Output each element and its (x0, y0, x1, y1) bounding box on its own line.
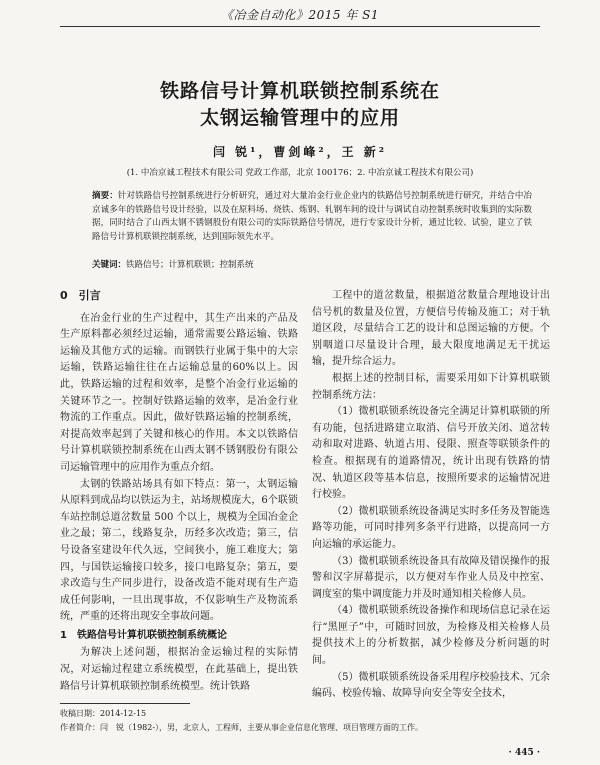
keywords-label: 关键词： (92, 260, 127, 270)
paper-title-line-1: 铁路信号计算机联锁控制系统在 (159, 80, 440, 102)
footnote-author-info: 作者简介：闫 锐（1982-），男，北京人，工程师，主要从事企业信息化管理、项目管理方面的工作。 (60, 723, 424, 732)
paper-title-line-2: 太钢运输管理中的应用 (199, 107, 400, 129)
header-rule (60, 26, 540, 27)
page-number: · 445 · (508, 748, 540, 758)
paragraph: 根据上述的控制目标，需要采用如下计算机联锁控制系统方法： (312, 372, 550, 401)
right-column (312, 288, 550, 703)
abstract-label: 摘要： (92, 191, 118, 201)
abstract-text: 针对铁路信号控制系统进行分析研究，通过对大量冶金行业企业内的铁路信号控制系统进行研究，并结合中冶京诚多年的铁路信号设计经验，以及在原料场、烧铁、炼钢、轧钢车间的设计与调试自动控制系统时收集到的实际数据，同时结合了山西太钢不锈钢股份有限公司的实际铁路信号情况，进行专家设计分析，通过比较、试验，建立了铁路信号计算机联锁控制系统，达到国际领先水平。 (92, 191, 532, 242)
keywords-text: 铁路信号；计算机联锁；控制系统 (126, 260, 254, 270)
authors: 闫 锐¹，曹剑峰²，王 新² (212, 145, 388, 159)
paragraph: 在冶金行业的生产过程中，其生产出来的产品及生产原料都必须经过运输，通常需要公路运输、铁路运输及其他方式的运输。而钢铁行业属于集中的大宗运输，铁路运输往往在占运输总量的60%以上。因此，铁路运输的过程和效率，是整个冶金行业运输的关键环节之一。控制好铁路运输的效率，是冶金行业物流的工作重点。因此，做好铁路运输的控制系统，对提高效率起到了关键和核心的作用。本文以铁路信号计算机联锁控制系统在山西太钢不锈钢股份有限公司运输管理中的应用作为重点介绍。 (60, 312, 298, 473)
paragraph: 为解决上述问题，根据冶金运输过程的实际情况，对运输过程建立系统模型，在此基础上，提出铁路信号计算机联锁控制系统模型。统计铁路 (60, 647, 298, 692)
journal-header: 《冶金自动化》2015 年 S1 (220, 8, 380, 22)
section-1-heading: 1 铁路信号计算机联锁控制系统概论 (60, 629, 227, 641)
keywords (92, 258, 532, 270)
paragraph: （4）微机联锁系统设备操作和现场信息记录在运行“黑匣子”中，可随时回放，为检修及相关检修人员提供技术上的分析数据，减少检修及分析问题的时间。 (312, 605, 550, 667)
paragraph: （3）微机联锁系统设备具有故障及错误操作的报警和汉字屏幕提示，以方便对车作业人员及中控室、调度室的集中调度能力并及时通知相关检修人员。 (312, 555, 550, 600)
left-column (60, 288, 298, 695)
paragraph: （5）微机联锁系统设备采用程序校验技术、冗余编码、校验传输、故障导向安全等安全技术， (312, 671, 550, 700)
abstract (92, 190, 532, 244)
affiliation: (1. 中冶京诚工程技术有限公司 党政工作部，北京 100176；2. 中冶京诚工程技术有限公司) (126, 168, 474, 178)
paragraph: （2）微机联锁系统设备满足实时多任务及智能选路等功能，可同时排列多条平行进路，以提高同一方向运输的承运能力。 (312, 505, 550, 550)
footnote-received: 收稿日期：2014-12-15 (60, 709, 147, 718)
footnote-rule (60, 703, 190, 704)
paragraph: 工程中的道岔数量，根据道岔数量合理地设计出信号机的数量及位置，方便信号传输及施工；对于轨道区段，尽量结合工艺的设计和总图运输的方便。个别咽道口尽量设计合理，最大限度地满足无干扰运输，提升综合运力。 (312, 290, 550, 368)
intro-heading: 0 引言 (60, 289, 101, 302)
paragraph: （1）微机联锁系统设备完全满足计算机联锁的所有功能，包括进路建立取消、信号开放关闭、道岔转动和取对进路、轨道占用、侵限、照查等联锁条件的检查。根据现有的道路情况，统计出现有铁路的情况、轨道区段等基本信息，按照所要求的运输情况进行校验。 (312, 406, 550, 501)
paragraph: 太钢的铁路站场具有如下特点：第一，太钢运输从原料到成品均以铁运为主，站场规模庞大，6个联锁车站控制总道岔数量 500 个以上，规模为全国冶金企业之最；第二，线路复杂，历经多次改造；第三，信号设备室建设年代久远，空间狭小，施工难度大；第四，与国铁运输接口较多，接口电路复杂；第五，要求改造与生产同步进行，设备改造不能对现有生产造成任何影响，一旦出现事故，不仅影响生产及物流系统，严重的还将出现安全事故问题。 (60, 478, 298, 623)
